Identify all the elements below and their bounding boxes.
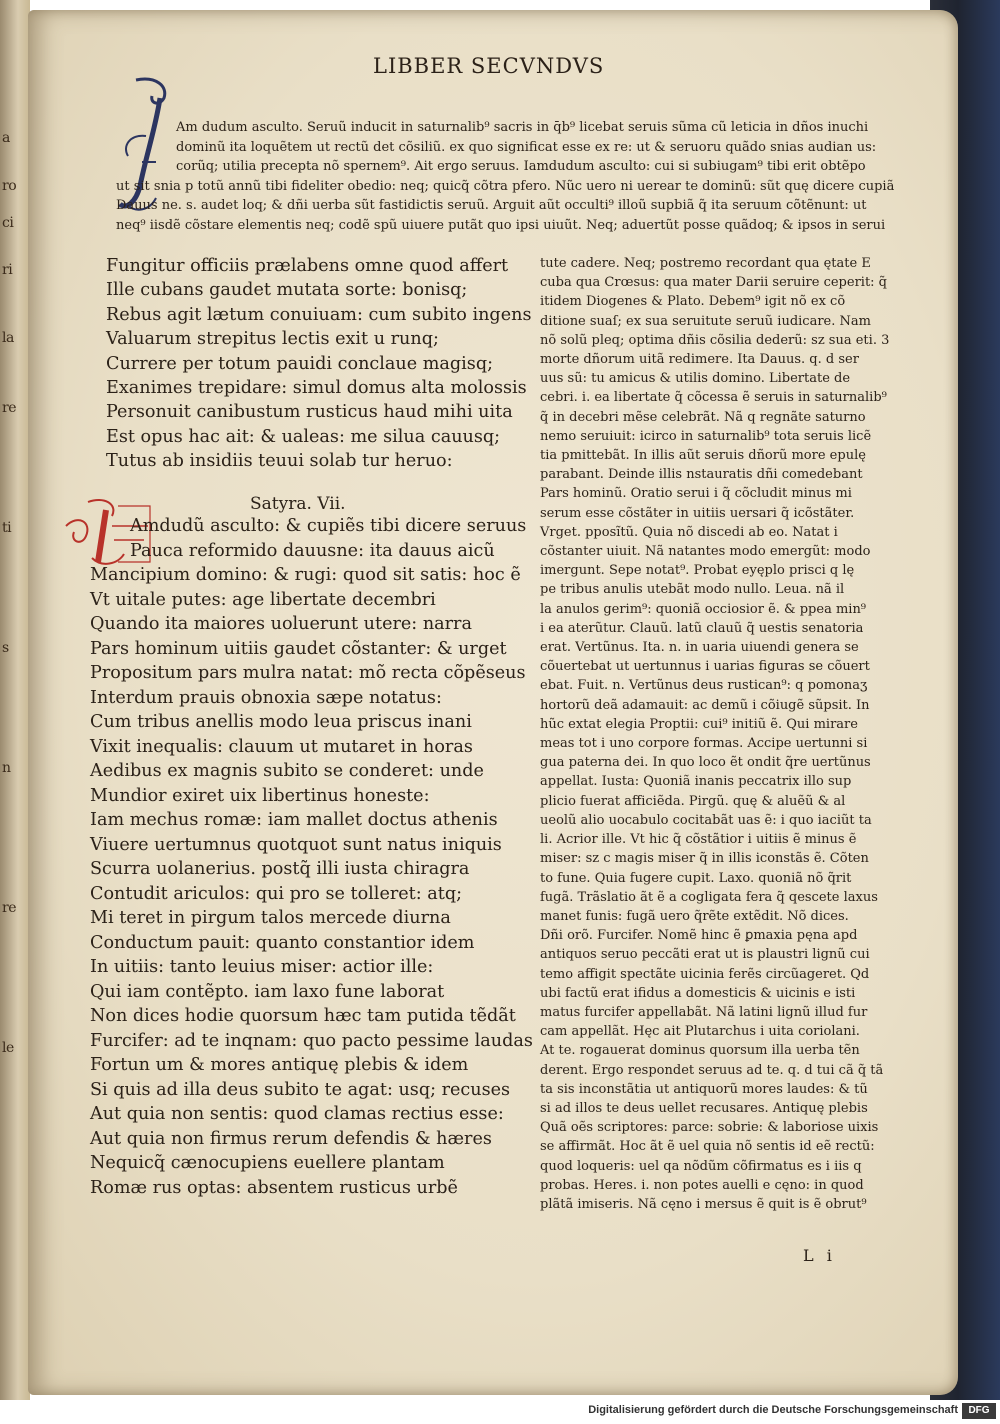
verse-line: Mancipium domino: & rugi: quod sit satis: hoc ẽ [90,565,521,585]
verse-line: Est opus hac ait: & ualeas: me silua cauusq; [106,426,501,447]
commentary-line: parabant. Deinde illis nstauratis dñi comedebant [540,467,863,483]
verse-line: Exanimes trepidare: simul domus alta molossis [106,378,527,399]
commentary-line: q̃ in decebri mẽse celebrãt. Nã q regnãte saturno [540,409,866,425]
commentary-line: ebat. Fuit. n. Vertũnus deus rustican⁹: q pomonaʒ [540,678,868,694]
verse-line: Quando ita maiores uoluerunt utere: narra [90,614,472,634]
commentary-line: i ea aterũtur. Clauũ. latũ clauũ q̃ uestis senatoria [540,620,864,636]
commentary-line: Am dudum asculto. Seruũ inducit in saturnalib⁹ sacris in q̄b⁹ licebat seruis sũma cũ leticia in dños inuchi [176,120,869,135]
margin-fragment: ti [2,520,12,536]
margin-fragment: re [2,900,16,916]
commentary-line: hũc extat elegia Proptii: cui⁹ initiũ ẽ. Qui mirare [540,716,858,732]
commentary-line: la anulos gerim⁹: quoniã occiosior ẽ. & ppea min⁹ [540,601,867,617]
commentary-line: tia pmittebãt. In illis aũt seruis dñorũ more epulę [540,448,866,464]
verse-line: Pauca reformido dauusne: ita dauus aicũ [130,540,495,561]
verse-line: Tutus ab insidiis teuui solab tur heruo: [106,451,453,472]
commentary-line: cuba qua Crœsus: qua mater Darii seruire ceperit: q̃ [540,275,888,291]
verse-line: Aut quia non firmus rerum defendis & hæres [90,1128,492,1149]
commentary-line: se affirmãt. Hoc ãt ẽ uel quia nõ sentis id eẽ rectũ: [540,1139,875,1155]
margin-fragment: le [2,1040,14,1056]
commentary-top [116,118,895,236]
commentary-line: appellat. Iusta: Quoniã inanis peccatrix illo sup [540,774,852,790]
verse-line: In uitiis: tanto leuius miser: actior ille: [90,957,434,977]
commentary-line: At te. rogauerat dominus quorsum illa uerba tẽn [540,1043,860,1059]
verse-line: Pars hominum uitiis gaudet cõstanter: & urget [90,638,507,659]
margin-fragment: ro [2,178,17,194]
book-page [28,10,958,1395]
commentary-line: antiquos seruo peccãti erat ut is plaustri lignũ cui [540,947,870,963]
commentary-line: li. Acrior ille. Vt hic q̃ cõstãtior i uitiis ẽ minus ẽ [540,832,857,848]
verse-line: Non dices hodie quorsum hæc tam putida tẽdãt [90,1006,516,1026]
verse-line: Iam mechus romæ: iam mallet doctus athenis [90,810,498,830]
commentary-line: Quã oẽs scriptores: parce: sobrie: & laboriose uixis [540,1120,879,1136]
verse-line: Nequicq̃ cænocupiens euellere plantam [90,1153,445,1173]
commentary-line: ditione suaſ; ex sua seruitute seruũ iudicare. Nam [540,313,871,329]
commentary-line: Dauus ne. s. audet loq; & dñi uerba sũt fastidictis seruũ. Arguit aũt occulti⁹ illoũ supbiã q̃ ita seruum cõtẽnunt: ut [116,198,867,214]
verse-line: Qui iam contẽpto. iam laxo fune laborat [90,981,445,1002]
verse-line: Vt uitale putes: age libertate decembri [90,589,436,610]
commentary-line: to fune. Quia fugere cupit. Laxo. quoniã nõ q̃rit [540,870,852,886]
verse-line: Conductum pauit: quanto constantior idem [90,932,475,953]
commentary-line: ubi factũ erat ifidus a domesticis & uicinis e isti [540,985,856,1001]
commentary-line: uus sũ: tu amicus & utilis domino. Libertate de [540,371,851,387]
commentary-line: plicio fuerat afficiẽda. Pirgũ. quę & aluẽũ & al [540,793,846,809]
commentary-line: matus furcifer appellabãt. Nã latini lignũ illud fur [540,1004,868,1020]
commentary-line: si ad illos te deus uellet recusares. Antiquę plebis [540,1100,868,1116]
commentary-line: ueolũ alio uocabulo cocitabãt uas ẽ: i quo iaciũt ta [540,812,872,828]
commentary-line: Vrget. pposĩtũ. Quia nõ discedi ab eo. Natat i [540,524,838,540]
verse-line: Contudit ariculos: qui pro se tolleret: atq; [90,883,463,904]
commentary-line: manet funis: fugã uero q̃rẽte extẽdit. Nõ dices. [540,908,849,924]
adjacent-page-strip [0,0,30,1400]
commentary-line: serum esse cõstãter in uitiis uersari q̃ icõstãter. [540,505,855,521]
margin-fragment: la [2,330,14,346]
margin-fragment: re [2,400,16,416]
commentary-line: cam appellãt. Hęc ait Plutarchus i uita coriolani. [540,1024,860,1040]
verse-line: Personuit canibustum rusticus haud mihi uita [106,402,513,423]
verse-line: Romæ rus optas: absentem rusticus urbẽ [90,1177,458,1198]
verse-line: Furcifer: ad te inqnam: quo pacto pessime laudas [90,1030,533,1051]
commentary-line: ut sit snia p totũ annũ tibi fideliter obedio: neq; quicq̃ cõtra pfero. Nũc uero ni uerear te dominũ: sũt quę dicere cupiã [116,178,895,194]
verse-line: Fortun um & mores antiquę plebis & idem [90,1055,469,1075]
commentary-line: corũq; utilia precepta nõ spernem⁹. Ait ergo seruus. Iamdudum asculto: cui si subiugam⁹ tibi erit obtẽpo [176,159,866,175]
verse-line: Propositum pars mulra natat: mõ recta cõpẽseus [90,663,526,683]
verse-line: Vixit inequalis: clauum ut mutaret in horas [90,736,473,757]
verse-line: Currere per totum pauidi conclaue magisq; [106,353,494,374]
verse-line: Aedibus ex magnis subito se conderet: unde [90,761,484,781]
verse-line: Amdudũ asculto: & cupiẽs tibi dicere seruus [130,516,527,536]
commentary-line: itidem Diogenes & Plato. Debem⁹ igit nõ ex cõ [540,294,846,310]
verse-line: Cum tribus anellis modo leua priscus inani [90,712,472,732]
verse-line: Interdum prauis obnoxia sæpe notatus: [90,687,442,708]
verse-line: Mundior exiret uix libertinus honeste: [90,785,430,806]
commentary-line: fugã. Trãslatio ãt ẽ a cogligata fera q̃ qescete laxus [540,889,878,905]
signature-mark: L i [803,1246,836,1265]
commentary-right-column [540,254,890,1214]
commentary-line: pe tribus anulis utebãt modo nullo. Leua. nã il [540,582,845,598]
margin-fragment: n [2,760,11,776]
verse-block-1 [106,254,536,474]
verse-line: Ille cubans gaudet mutata sorte: bonisq; [106,280,468,301]
commentary-line: tute cadere. Neq; postremo recordant qua ętate E [540,256,871,271]
commentary-line: neq⁹ iisdẽ cõstare elementis neq; codẽ spũ uiuere putãt quo ipsi uiuũt. Neq; aduertũt posse quãdoq; & ipsos in serui [116,217,886,233]
verse-line: Si quis ad illa deus subito te agat: usq; recuses [90,1079,511,1100]
verse-line: Aut quia non sentis: quod clamas rectius esse: [90,1104,504,1124]
verse-line: Viuere uertumnus quotquot sunt natus iniquis [90,834,502,855]
verse-line: Mi teret in pirgum talos mercede diurna [90,908,451,928]
commentary-line: dominũ ita loquẽtem ut rectũ det cõsiliũ. ex quo significat esse ex re: ut & seruoru quãdo snias audian us: [176,139,877,155]
commentary-line: nõ solũ pleq; optima dñis cõsilia dederũ: sz sua eti. 3 [540,332,890,348]
commentary-line: miser: sz c magis miser q̃ in illis iconstãs ẽ. Cõten [540,851,869,867]
commentary-line: cõuertebat ut uertunnus i uarias figuras se cõuert [540,659,870,675]
verse-line: Rebus agit lætum conuiuam: cum subito ingens [106,304,532,325]
commentary-line: cebri. i. ea libertate q̃ cõcessa ẽ seruis in saturnalib⁹ [540,390,887,406]
commentary-line: erat. Vertũnus. Ita. n. in uaria uiuendi genera se [540,640,859,656]
commentary-line: derent. Ergo respondet seruus ad te. q. d tui cã q̃ tã [540,1062,884,1078]
commentary-line: gua paterna dei. In quo loco ẽt ondit q̃re uertũnus [540,755,871,771]
commentary-line: Dñi orõ. Furcifer. Nomẽ hinc ẽ ꝑmaxia pęna apd [540,928,858,944]
verse-line: Fungitur officiis prælabens omne quod affert [106,256,509,276]
verse-line: Scurra uolanerius. postq̃ illi iusta chiragra [90,859,470,879]
margin-fragment: a [2,130,10,146]
commentary-line: probas. Heres. i. non potes auelli e cęno: in quod [540,1177,864,1193]
commentary-line: Pars hominũ. Oratio serui i q̃ cõcludit minus mi [540,486,852,502]
footer-credit: Digitalisierung gefördert durch die Deutsche Forschungsgemeinschaft [588,1404,958,1416]
commentary-line: nemo seruiuit: icirco in saturnalib⁹ tota seruis licẽ [540,428,872,444]
margin-fragment: s [2,640,9,656]
commentary-line: meas tot i uno corpore formas. Accipe uertunni si [540,736,868,752]
commentary-line: plãtã imiseris. Nã cęno i mersus ẽ quit is ẽ obrut⁹ [540,1196,867,1212]
dfg-logo: DFG [962,1403,996,1419]
commentary-line: imergunt. Sepe notat⁹. Probat eyęplo prisci q lę [540,563,855,579]
margin-fragment: ri [2,262,13,278]
commentary-line: quod loqueris: uel qa nõdũm cõfirmatus es i iis q [540,1158,862,1174]
commentary-line: morte dñorum uitã redimere. Ita Dauus. q. d ser [540,352,859,368]
margin-fragment: ci [2,215,14,231]
commentary-line: cõstanter uiuit. Nã natantes modo emergũt: modo [540,544,871,560]
section-heading: Satyra. Vii. [250,494,346,514]
verse-block-2 [90,514,533,1200]
running-head: LIBBER SECVNDVS [373,54,605,78]
verse-line: Valuarum strepitus lectis exit u runq; [106,329,439,350]
commentary-line: ta sis inconstãtia ut antiquorũ mores laudes: & tũ [540,1081,868,1097]
commentary-line: temo affigit spectãte uicinia ferẽs circũageret. Qd [540,966,870,982]
commentary-line: hortorũ deã adamauit: ac demũ i cõiugẽ sũpsit. In [540,697,870,713]
